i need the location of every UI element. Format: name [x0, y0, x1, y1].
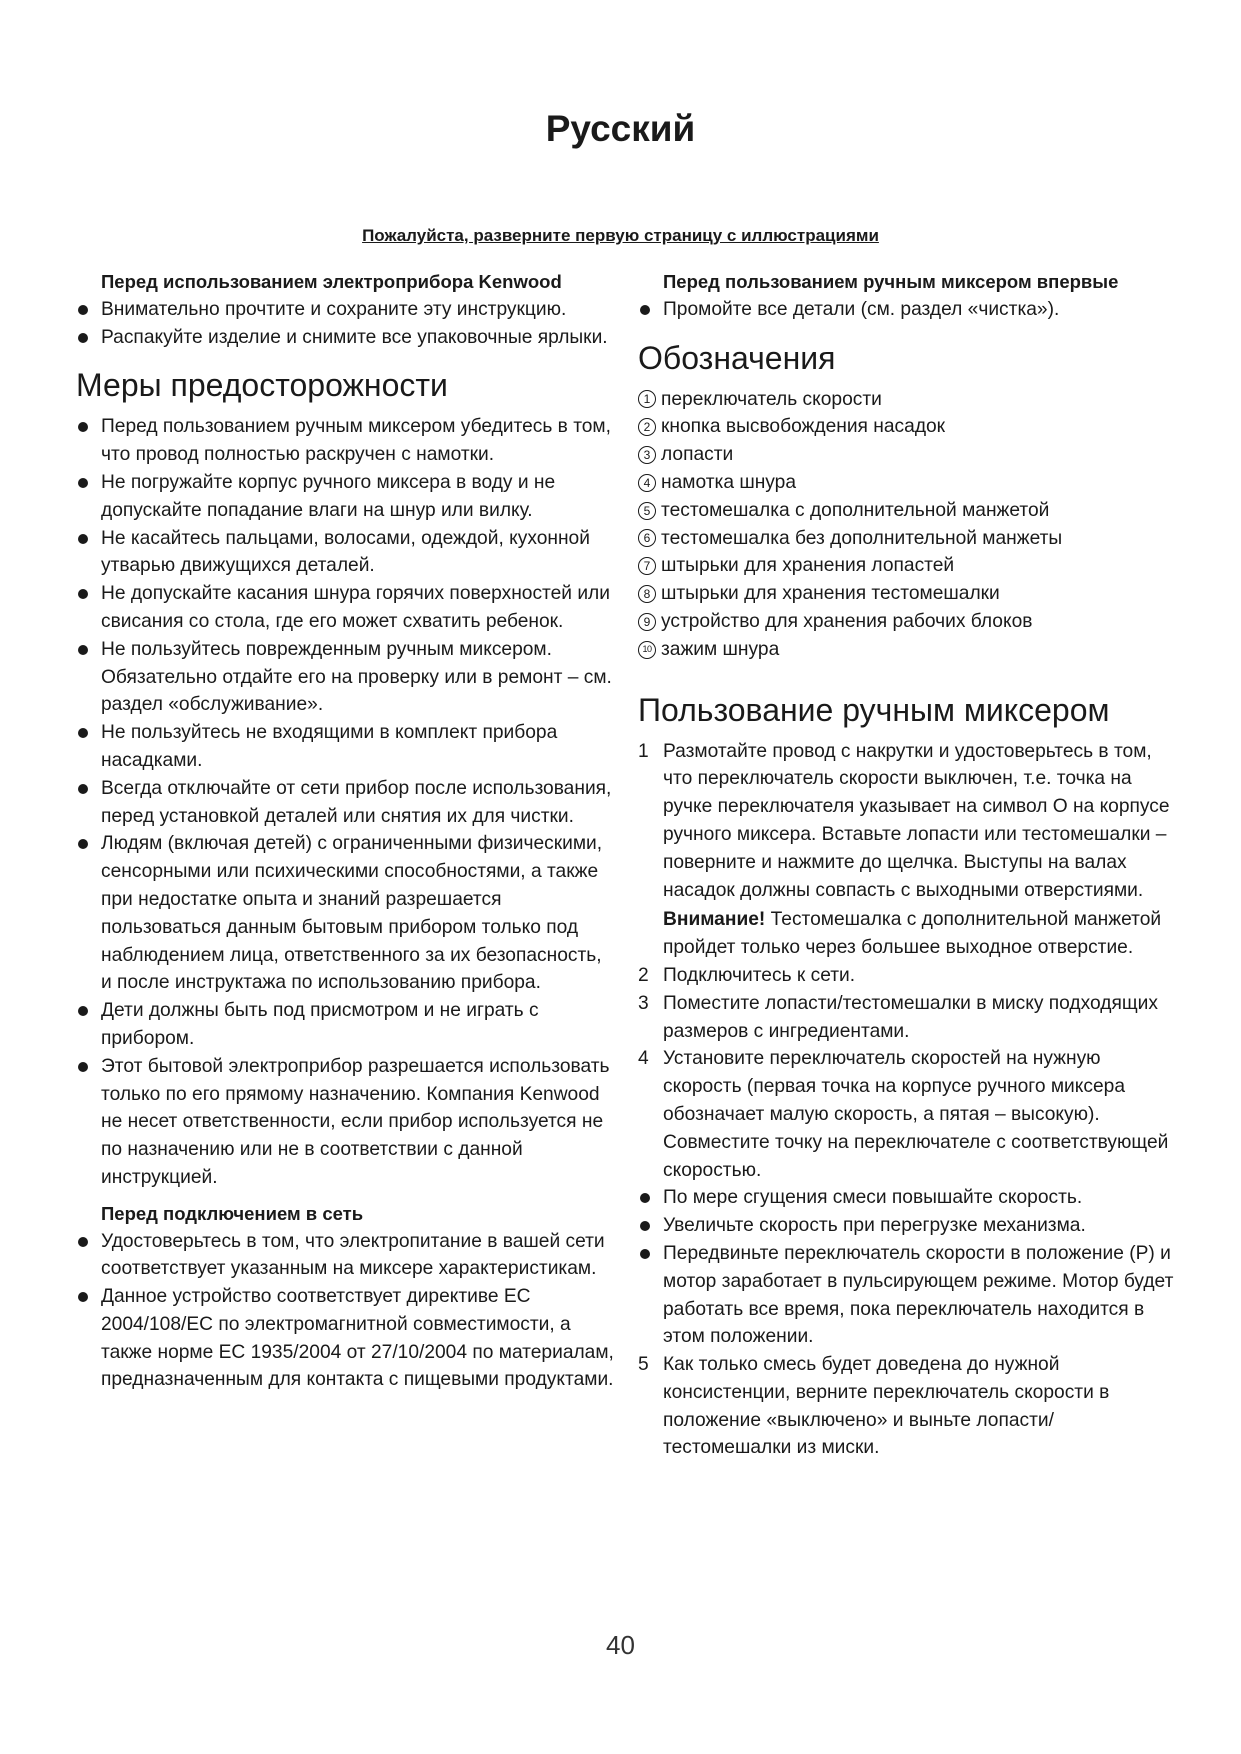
legend-item: 2 кнопка высвобождения насадок	[638, 413, 1178, 441]
list-item: Всегда отключайте от сети прибор после использования, перед установкой деталей или снятия их для чистки.	[76, 775, 616, 831]
step-2: 2 Подключитесь к сети.	[638, 964, 856, 986]
list-item: Не касайтесь пальцами, волосами, одеждой, кухонной утварью движущихся деталей.	[76, 525, 616, 581]
number-badge: 5	[638, 502, 656, 520]
list-item: Промойте все детали (см. раздел «чистка»).	[638, 296, 1178, 324]
legend-item: 4 намотка шнура	[638, 469, 1178, 497]
step-1: 1 Размотайте провод с накрутки и удостоверьтесь в том, что переключатель скорости выключен, т.е. точка на ручке переключателя указывает на символ О на корпусе ручного миксера. Вставьте лопасти или тестомешалки – поверните и нажмите до щелчка. Выступы на валах насадок должны совпасть с выходными отверстиями.	[638, 740, 1170, 901]
step-5: 5 Как только смесь будет доведена до нужной консистенции, верните переключатель скорости в положение «выключено» и выньте лопасти/тестомешалки из миски.	[638, 1354, 1110, 1459]
list-item: Данное устройство соответствует директиве ЕС 2004/108/EC по электромагнитной совместимости, а также норме ЕС 1935/2004 от 27/10/2004 по материалам, предназначенным для контакта с пищевыми продуктами.	[76, 1283, 616, 1394]
list-item: Этот бытовой электроприбор разрешается использовать только по его прямому назначению. Компания Kenwood не несет ответственности, если прибор используется не по назначению или не в соответствии с данной инструкцией.	[76, 1053, 616, 1192]
number-badge: 3	[638, 446, 656, 464]
number-badge: 2	[638, 418, 656, 436]
list-item: Не пользуйтесь не входящими в комплект прибора насадками.	[76, 719, 616, 775]
step-3: 3 Поместите лопасти/тестомешалки в миску подходящих размеров с ингредиентами.	[638, 992, 1158, 1042]
step-4: 4 Установите переключатель скоростей на нужную скорость (первая точка на корпусе ручного миксера обозначает малую скорость, а пятая – высокую). Совместите точку на переключателе с соответствующей скоростью.	[638, 1048, 1169, 1181]
legend-heading: Обозначения	[638, 339, 836, 376]
legend-item: 6 тестомешалка без дополнительной манжеты	[638, 525, 1178, 553]
list-item: Распакуйте изделие и снимите все упаковочные ярлыки.	[76, 324, 616, 352]
page-title: Русский	[545, 108, 696, 149]
list-item: Передвиньте переключатель скорости в положение (Р) и мотор заработает в пульсирующем режиме. Мотор будет работать все время, пока переключатель находится в этом положении.	[638, 1240, 1178, 1351]
list-item: Дети должны быть под присмотром и не играть с прибором.	[76, 997, 616, 1053]
legend-item: 3 лопасти	[638, 441, 1178, 469]
speed-tips-list	[638, 1184, 1178, 1351]
connect-list	[76, 1228, 616, 1395]
number-badge: 9	[638, 613, 656, 631]
number-badge: 1	[638, 390, 656, 408]
safety-heading: Меры предосторожности	[76, 367, 448, 404]
right-column	[638, 268, 1178, 1462]
before-use-list	[76, 296, 616, 352]
list-item: Не погружайте корпус ручного миксера в воду и не допускайте попадание влаги на шнур или вилку.	[76, 469, 616, 525]
number-badge: 4	[638, 474, 656, 492]
note-label: Внимание!	[663, 909, 766, 931]
list-item: Людям (включая детей) с ограниченными физическими, сенсорными или психическими способностями, а также при недостатке опыта и знаний разрешается пользоваться данным бытовым прибором только под наблюдением лица, ответственного за их безопасность, и после инструктажа по использованию прибора.	[76, 830, 616, 997]
legend-item: 7 штырьки для хранения лопастей	[638, 552, 1178, 580]
legend-item: 5 тестомешалка с дополнительной манжетой	[638, 497, 1178, 525]
list-item: Внимательно прочтите и сохраните эту инструкцию.	[76, 296, 616, 324]
first-use-list	[638, 296, 1178, 324]
list-item: Перед пользованием ручным миксером убедитесь в том, что провод полностью раскручен с намотки.	[76, 413, 616, 469]
page-number: 40	[606, 1630, 635, 1660]
number-badge: 7	[638, 557, 656, 575]
legend-list	[638, 386, 1178, 664]
illustrations-note: Пожалуйста, разверните первую страницу с иллюстрациями	[362, 226, 879, 245]
list-item: Не допускайте касания шнура горячих поверхностей или свисания со стола, где его может схватить ребенок.	[76, 580, 616, 636]
list-item: Не пользуйтесь поврежденным ручным миксером. Обязательно отдайте его на проверку или в ремонт – см. раздел «обслуживание».	[76, 636, 616, 719]
connect-heading: Перед подключением в сеть	[101, 1202, 364, 1224]
legend-item: 10 зажим шнура	[638, 636, 1178, 664]
before-use-heading: Перед использованием электроприбора Kenwood	[101, 271, 562, 292]
legend-item: 1 переключатель скорости	[638, 386, 1178, 414]
number-badge: 8	[638, 585, 656, 603]
number-badge: 6	[638, 529, 656, 547]
first-use-heading: Перед пользованием ручным миксером впервые	[663, 271, 1119, 292]
list-item: Удостоверьтесь в том, что электропитание в вашей сети соответствует указанным на миксере характеристикам.	[76, 1228, 616, 1284]
list-item: По мере сгущения смеси повышайте скорость.	[638, 1184, 1178, 1212]
note: Внимание! Тестомешалка с дополнительной манжетой пройдет только через большее выходное отверстие.	[663, 909, 1162, 959]
usage-heading: Пользование ручным миксером	[638, 691, 1110, 728]
safety-list	[76, 413, 616, 1191]
number-badge: 10	[638, 641, 656, 659]
list-item: Увеличьте скорость при перегрузке механизма.	[638, 1212, 1178, 1240]
legend-item: 9 устройство для хранения рабочих блоков	[638, 608, 1178, 636]
left-column	[76, 268, 616, 1394]
legend-item: 8 штырьки для хранения тестомешалки	[638, 580, 1178, 608]
